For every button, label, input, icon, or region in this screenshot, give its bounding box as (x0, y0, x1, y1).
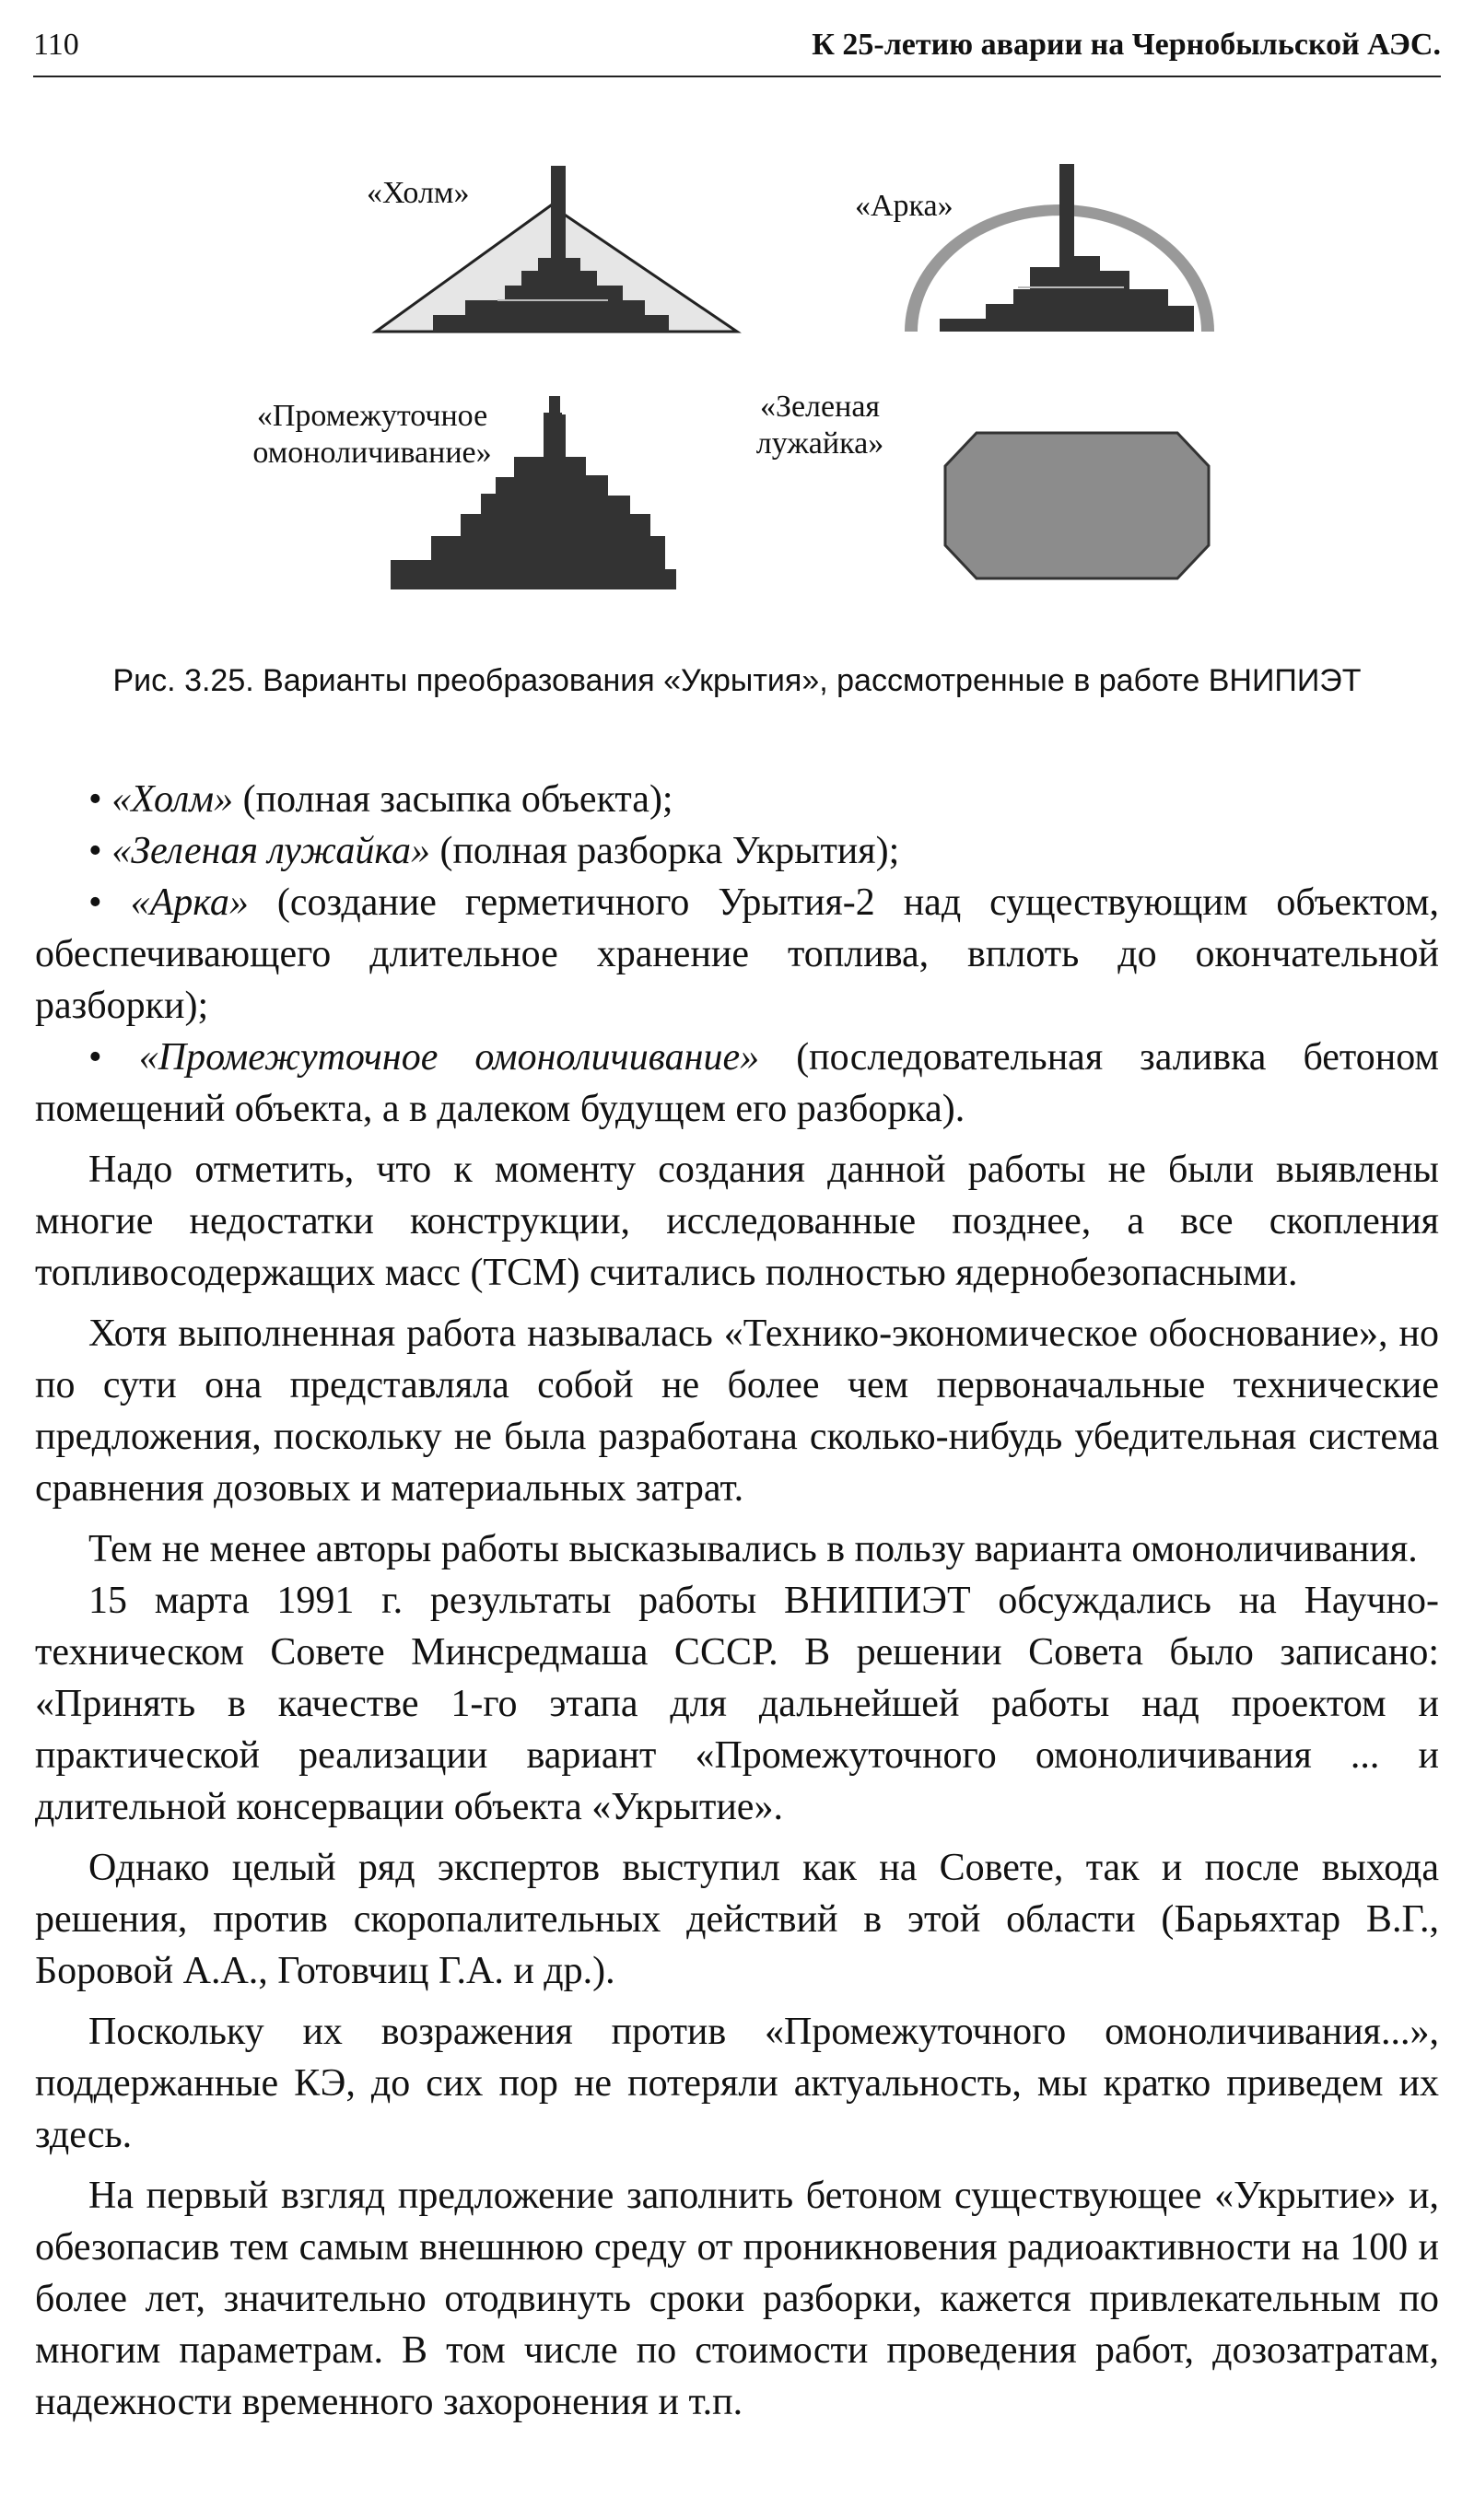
bullet-text: (полная засыпка объекта); (233, 778, 673, 821)
figure-caption: Рис. 3.25. Варианты преобразования «Укрытия», рассмотренные в работе ВНИПИЭТ (112, 663, 1362, 698)
label-omono (216, 398, 529, 472)
figure-variants (0, 120, 1474, 645)
luzhayka-drawing (945, 433, 1209, 578)
bullet-item: • «Зеленая лужайка» (полная разборка Укрытия); (88, 830, 900, 872)
label-luzhayka (737, 389, 903, 462)
bullet-item: • «Промежуточное омоноличивание» (последовательная заливка бетоном помещений объекта, а в далеком будущем его разборка). (35, 1036, 1439, 1130)
paragraph: 15 марта 1991 г. результаты работы ВНИПИЭТ обсуждались на Научно-техническом Совете Минсредмаша СССР. В решении Совета было записано: «Принять в качестве 1-го этапа для дальнейшей работы над проектом и практической реализации вариант «Промежуточного омоноличивания ... и длительной консервации объекта «Укрытие». (35, 1580, 1439, 1828)
paragraph: Однако целый ряд экспертов выступил как на Совете, так и после выхода решения, против скоропалительных действий в этой области (Барьяхтар В.Г., Боровой А.А., Готовчиц Г.А. и др.). (35, 1847, 1439, 1992)
bullet-text: (полная разборка Укрытия); (429, 830, 900, 872)
bullet-text: (последовательная заливка бетоном помещений объекта, а в далеком будущем его разборка). (35, 1036, 1439, 1130)
label-omono-line2: омоноличивание» (252, 436, 492, 470)
label-luzhayka-line2: лужайка» (755, 426, 884, 461)
bullet-item: • «Холм» (полная засыпка объекта); (88, 778, 673, 821)
page-number: 110 (33, 28, 79, 62)
page-header (33, 28, 1441, 77)
body-text (35, 774, 1439, 2428)
label-omono-line1: «Промежуточное (256, 399, 488, 433)
paragraph: Хотя выполненная работа называлась «Технико-экономическое обоснование», но по сути она представляла собой не более чем первоначальные технические предложения, поскольку не была разработана сколько-нибудь убедительная система сравнения дозовых и материальных затрат. (35, 1312, 1439, 1510)
paragraph: На первый взгляд предложение заполнить бетоном существующее «Укрытие» и, обезопасив тем самым внешнюю среду от проникновения радиоактивности на 100 и более лет, значительно отодвинуть сроки разборки, кажется привлекательным по многим параметрам. В том числе по стоимости проведения работ, дозозатратам, надежности временного захоронения и т.п. (35, 2175, 1439, 2423)
bullet-term: «Зеленая лужайка» (111, 830, 430, 872)
running-title: К 25-летию аварии на Чернобыльской АЭС. (812, 28, 1441, 62)
bullet-term: «Арка» (130, 881, 249, 924)
bullet-text: (создание герметичного Урытия-2 над существующим объектом, обеспечивающего длительное хранение топлива, вплоть до окончательной разборки); (35, 881, 1439, 1027)
label-luzhayka-line1: «Зеленая (759, 390, 881, 424)
figure-drawings (0, 120, 1474, 645)
bullet-term: «Холм» (111, 778, 234, 821)
label-holm: «Холм» (367, 176, 470, 210)
paragraph: Надо отметить, что к моменту создания данной работы не были выявлены многие недостатки конструкции, исследованные позднее, а все скопления топливосодержащих масс (ТСМ) считались полностью ядернобезопасными. (35, 1149, 1439, 1294)
label-arka: «Арка» (855, 189, 953, 223)
paragraph: Тем не менее авторы работы высказывались в пользу варианта омоноличивания. (88, 1528, 1418, 1570)
bullet-item: • «Арка» (создание герметичного Урытия-2 над существующим объектом, обеспечивающего длительное хранение топлива, вплоть до окончательной разборки); (35, 881, 1439, 1027)
bullet-term: «Промежуточное омоноличивание» (138, 1036, 760, 1079)
paragraph: Поскольку их возражения против «Промежуточного омоноличивания...», поддержанные КЭ, до сих пор не потеряли актуальность, мы кратко приведем их здесь. (35, 2011, 1439, 2156)
